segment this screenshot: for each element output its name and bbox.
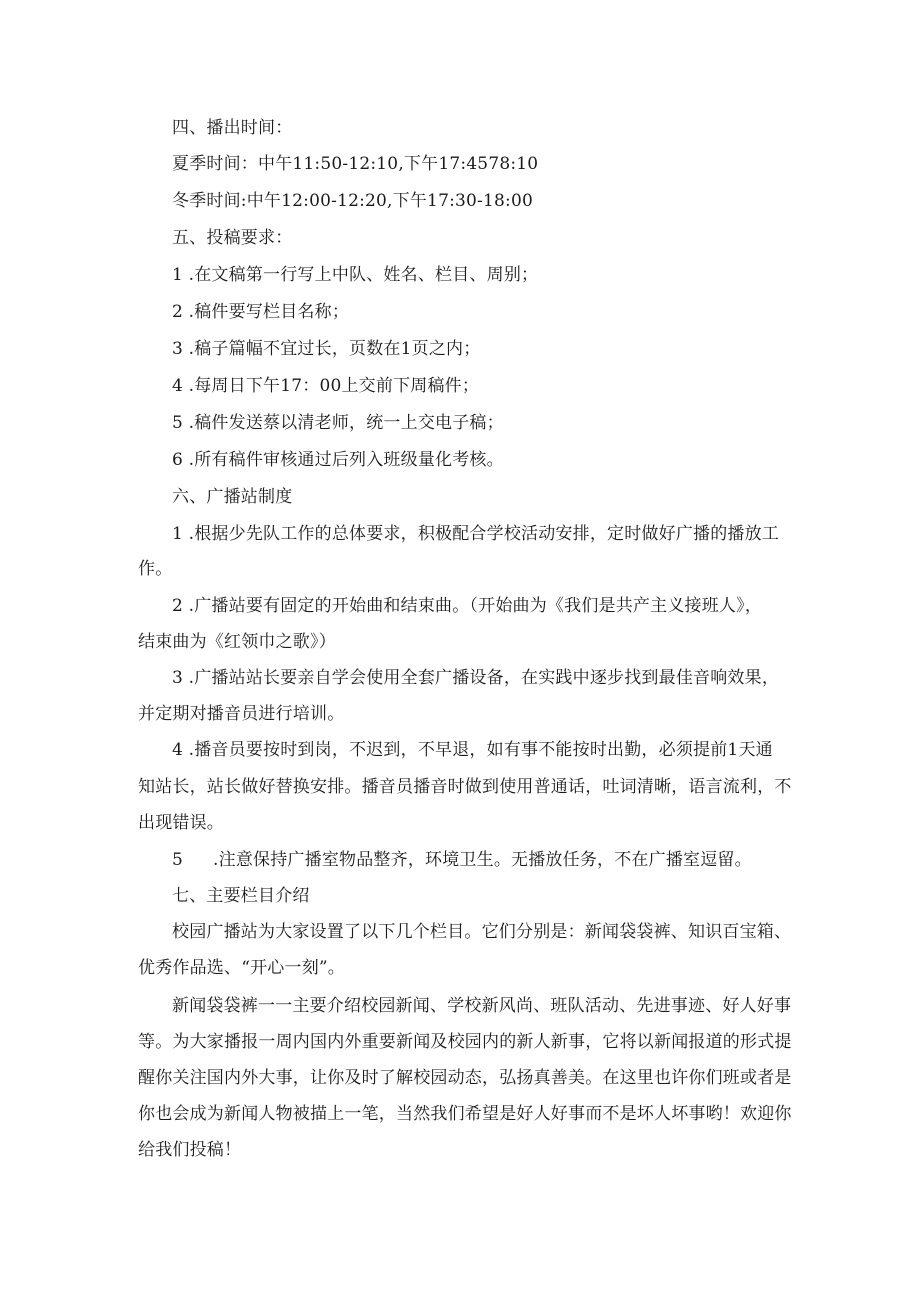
submission-rule: 5 .稿件发送蔡以清老师，统一上交电子稿； <box>172 413 504 433</box>
section-5-heading: 五、投稿要求： <box>172 228 293 248</box>
section-6-heading: 六、广播站制度 <box>172 487 293 507</box>
station-rule-3-line-1: 3 .广播站站长要亲自学会使用全套广播设备，在实践中逐步找到最佳音响效果， <box>172 668 780 688</box>
station-rule-4-line-3: 出现错误。 <box>138 813 224 833</box>
news-column-line-4: 你也会成为新闻人物被描上一笔，当然我们希望是好人好事而不是坏人坏事哟！欢迎你 <box>138 1104 792 1124</box>
submission-rule: 6 .所有稿件审核通过后列入班级量化考核。 <box>172 450 504 470</box>
news-column-line-2: 等。为大家播报一周内国内外重要新闻及校园内的新人新事，它将以新闻报道的形式提 <box>138 1032 792 1052</box>
intro-line-2: 优秀作品选、“开心一刻”。 <box>138 958 345 978</box>
submission-rule: 3 .稿子篇幅不宜过长，页数在1页之内； <box>172 339 481 359</box>
section-4-heading: 四、播出时间： <box>172 118 293 138</box>
news-column-line-1: 新闻袋袋裤一一主要介绍校园新闻、学校新风尚、班队活动、先进事迹、好人好事 <box>172 996 792 1016</box>
submission-rule: 4 .每周日下午17：00上交前下周稿件； <box>172 376 480 396</box>
station-rule-5-number: 5 <box>172 850 184 870</box>
station-rule-4-line-1: 4 .播音员要按时到岗，不迟到，不早退，如有事不能按时出勤，必须提前1天通 <box>172 740 773 760</box>
station-rule-4-line-2: 知站长，站长做好替换安排。播音员播音时做到使用普通话，吐词清晰，语言流利，不 <box>138 777 792 797</box>
station-rule-2-line-1: 2 .广播站要有固定的开始曲和结束曲。（开始曲为《我们是共产主义接班人》， <box>172 596 763 616</box>
submission-rule: 1 .在文稿第一行写上中队、姓名、栏目、周别； <box>172 265 539 285</box>
station-rule-1-line-2: 作。 <box>138 559 173 579</box>
station-rule-5 <box>172 850 752 870</box>
station-rule-5-text: .注意保持广播室物品整齐，环境卫生。无播放任务，不在广播室逗留。 <box>213 850 752 870</box>
summer-schedule: 夏季时间：中午11:50-12:10,下午17:4578:10 <box>172 154 539 174</box>
winter-schedule: 冬季时间:中午12:00-12:20,下午17:30-18:00 <box>172 191 533 211</box>
station-rule-2-line-2: 结束曲为《红领巾之歌》） <box>138 632 336 652</box>
station-rule-3-line-2: 并定期对播音员进行培训。 <box>138 704 345 724</box>
submission-rule: 2 .稿件要写栏目名称； <box>172 302 350 322</box>
intro-line-1: 校园广播站为大家设置了以下几个栏目。它们分别是：新闻袋袋裤、知识百宝箱、 <box>172 922 792 942</box>
section-7-heading: 七、主要栏目介绍 <box>172 886 310 906</box>
news-column-line-5: 给我们投稿！ <box>138 1140 242 1160</box>
station-rule-1-line-1: 1 .根据少先队工作的总体要求，积极配合学校活动安排，定时做好广播的播放工 <box>172 524 780 544</box>
news-column-line-3: 醒你关注国内外大事，让你及时了解校园动态，弘扬真善美。在这里也许你们班或者是 <box>138 1068 792 1088</box>
